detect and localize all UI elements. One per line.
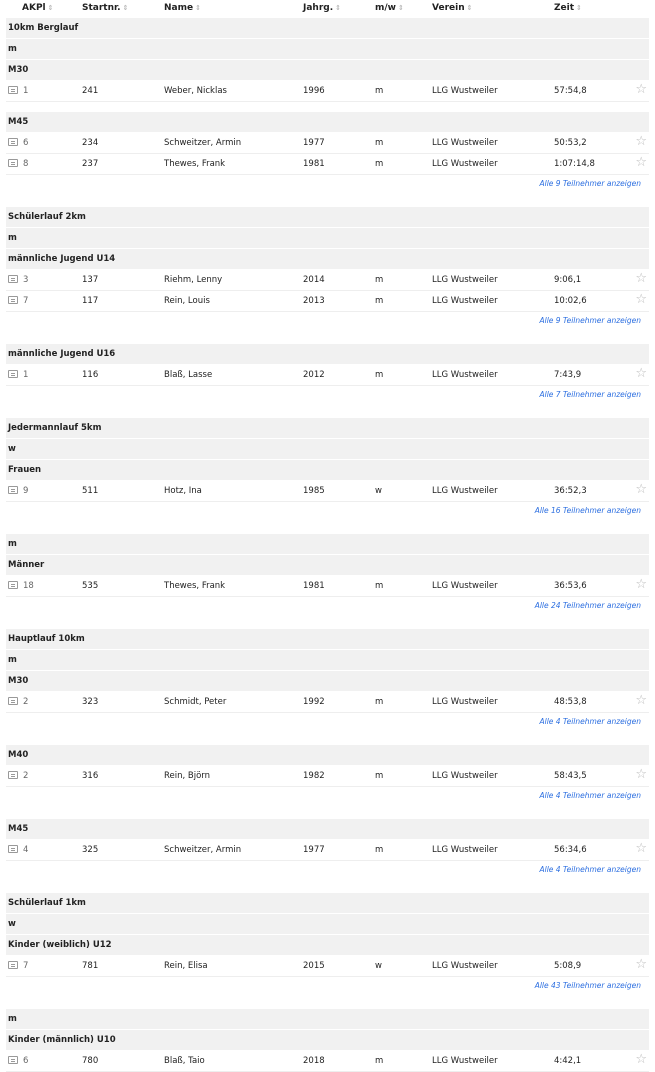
comment-icon[interactable]	[8, 1056, 18, 1064]
name-cell: Rein, Björn	[164, 771, 211, 781]
star-outline-icon[interactable]: ☆	[635, 693, 647, 708]
akpl-cell: 4	[8, 840, 28, 860]
akpl-cell: 18	[8, 576, 34, 596]
sort-arrows-icon: ⇕	[397, 4, 404, 12]
zeit-cell: 36:52,3	[554, 486, 587, 496]
star-outline-icon[interactable]: ☆	[635, 841, 647, 856]
verein-cell: LLG Wustweiler	[432, 845, 498, 855]
group-header: Schülerlauf 2km	[6, 207, 649, 228]
section-spacer	[6, 619, 649, 629]
zeit-cell: 57:54,8	[554, 86, 587, 96]
group-header: Kinder (weiblich) U12	[6, 935, 649, 956]
comment-icon[interactable]	[8, 961, 18, 969]
show-all-row	[6, 597, 649, 619]
sort-arrows-icon: ⇕	[576, 4, 582, 12]
startnr-cell: 781	[82, 961, 99, 971]
section-spacer	[6, 999, 649, 1009]
group-header: m	[6, 650, 649, 671]
table-row[interactable]	[6, 576, 649, 597]
startnr-cell: 511	[82, 486, 99, 496]
comment-icon[interactable]	[8, 370, 18, 378]
section-spacer	[6, 809, 649, 819]
column-zeit[interactable]: Zeit ⇕	[554, 3, 582, 13]
table-row[interactable]	[6, 1051, 649, 1072]
star-outline-icon[interactable]: ☆	[635, 134, 647, 149]
sort-arrows-icon: ⇕	[195, 4, 201, 12]
group-header: M45	[6, 112, 649, 133]
comment-icon[interactable]	[8, 275, 18, 283]
table-header	[6, 0, 649, 18]
group-header: männliche Jugend U16	[6, 344, 649, 365]
table-row[interactable]	[6, 270, 649, 291]
group-header: m	[6, 228, 649, 249]
jahrg-cell: 1977	[303, 845, 325, 855]
show-all-participants-link[interactable]: Alle 24 Teilnehmer anzeigen	[534, 601, 641, 610]
startnr-cell: 325	[82, 845, 99, 855]
column-mw[interactable]: m/w ⇕	[375, 3, 404, 13]
table-row[interactable]	[6, 766, 649, 787]
comment-icon[interactable]	[8, 159, 18, 167]
verein-cell: LLG Wustweiler	[432, 697, 498, 707]
akpl-cell: 1	[8, 81, 28, 101]
name-cell: Blaß, Taio	[164, 1056, 205, 1066]
sort-arrows-icon: ⇕	[47, 4, 54, 12]
verein-cell: LLG Wustweiler	[432, 486, 498, 496]
jahrg-cell: 1985	[303, 486, 325, 496]
mw-cell: m	[375, 275, 384, 285]
table-row[interactable]	[6, 840, 649, 861]
name-cell: Thewes, Frank	[164, 581, 226, 591]
table-row[interactable]	[6, 81, 649, 102]
mw-cell: m	[375, 138, 384, 148]
name-cell: Blaß, Lasse	[164, 370, 213, 380]
column-name[interactable]: Name ⇕	[164, 3, 201, 13]
show-all-participants-link[interactable]: Alle 9 Teilnehmer anzeigen	[539, 316, 641, 325]
startnr-cell: 234	[82, 138, 99, 148]
star-outline-icon[interactable]: ☆	[635, 155, 647, 170]
table-row[interactable]	[6, 481, 649, 502]
verein-cell: LLG Wustweiler	[432, 275, 498, 285]
akpl-cell: 6	[8, 1051, 28, 1071]
table-row[interactable]	[6, 154, 649, 175]
table-body	[6, 18, 649, 1072]
column-jahrg[interactable]: Jahrg. ⇕	[303, 3, 342, 13]
verein-cell: LLG Wustweiler	[432, 296, 498, 306]
table-row[interactable]	[6, 365, 649, 386]
show-all-row	[6, 713, 649, 735]
group-header: Kinder (männlich) U10	[6, 1030, 649, 1051]
jahrg-cell: 1992	[303, 697, 325, 707]
group-header: 10km Berglauf	[6, 18, 649, 39]
star-outline-icon[interactable]: ☆	[635, 767, 647, 782]
akpl-cell: 1	[8, 365, 28, 385]
akpl-cell: 2	[8, 766, 28, 786]
jahrg-cell: 1977	[303, 138, 325, 148]
group-header: Frauen	[6, 460, 649, 481]
zeit-cell: 9:06,1	[554, 275, 582, 285]
startnr-cell: 323	[82, 697, 99, 707]
verein-cell: LLG Wustweiler	[432, 771, 498, 781]
zeit-cell: 7:43,9	[554, 370, 582, 380]
group-header: M30	[6, 671, 649, 692]
jahrg-cell: 2013	[303, 296, 325, 306]
section-spacer	[6, 408, 649, 418]
comment-icon[interactable]	[8, 697, 18, 705]
zeit-cell: 56:34,6	[554, 845, 587, 855]
group-header: w	[6, 914, 649, 935]
table-row[interactable]	[6, 291, 649, 312]
startnr-cell: 780	[82, 1056, 99, 1066]
show-all-row	[6, 977, 649, 999]
section-spacer	[6, 883, 649, 893]
akpl-cell: 6	[8, 133, 28, 153]
star-outline-icon[interactable]: ☆	[635, 292, 647, 307]
akpl-cell: 2	[8, 692, 28, 712]
jahrg-cell: 2018	[303, 1056, 325, 1066]
comment-icon[interactable]	[8, 486, 18, 494]
name-cell: Schweitzer, Armin	[164, 845, 242, 855]
verein-cell: LLG Wustweiler	[432, 138, 498, 148]
mw-cell: m	[375, 1056, 384, 1066]
mw-cell: m	[375, 159, 384, 169]
akpl-cell: 7	[8, 291, 28, 311]
column-startnr[interactable]: Startnr. ⇕	[82, 3, 129, 13]
startnr-cell: 137	[82, 275, 99, 285]
show-all-participants-link[interactable]: Alle 9 Teilnehmer anzeigen	[539, 179, 641, 188]
zeit-cell: 4:42,1	[554, 1056, 582, 1066]
comment-icon[interactable]	[8, 296, 18, 304]
akpl-cell: 9	[8, 481, 28, 501]
group-header: Hauptlauf 10km	[6, 629, 649, 650]
star-outline-icon[interactable]: ☆	[635, 366, 647, 381]
zeit-cell: 5:08,9	[554, 961, 582, 971]
mw-cell: m	[375, 845, 384, 855]
star-outline-icon[interactable]: ☆	[635, 957, 647, 972]
group-header: Jedermannlauf 5km	[6, 418, 649, 439]
jahrg-cell: 2015	[303, 961, 325, 971]
zeit-cell: 58:43,5	[554, 771, 587, 781]
show-all-participants-link[interactable]: Alle 16 Teilnehmer anzeigen	[534, 506, 641, 515]
mw-cell: m	[375, 296, 384, 306]
table-row[interactable]	[6, 692, 649, 713]
group-header: männliche Jugend U14	[6, 249, 649, 270]
show-all-row	[6, 386, 649, 408]
show-all-row	[6, 502, 649, 524]
mw-cell: m	[375, 86, 384, 96]
mw-cell: m	[375, 370, 384, 380]
section-spacer	[6, 524, 649, 534]
verein-cell: LLG Wustweiler	[432, 1056, 498, 1066]
comment-icon[interactable]	[8, 581, 18, 589]
sort-arrows-icon: ⇕	[335, 4, 342, 12]
sort-arrows-icon: ⇕	[466, 4, 473, 12]
mw-cell: m	[375, 697, 384, 707]
zeit-cell: 48:53,8	[554, 697, 587, 707]
verein-cell: LLG Wustweiler	[432, 961, 498, 971]
mw-cell: m	[375, 771, 384, 781]
startnr-cell: 237	[82, 159, 99, 169]
group-header: M30	[6, 60, 649, 81]
section-spacer	[6, 735, 649, 745]
section-spacer	[6, 102, 649, 112]
name-cell: Hotz, Ina	[164, 486, 202, 496]
akpl-cell: 3	[8, 270, 28, 290]
group-header: M40	[6, 745, 649, 766]
group-header: m	[6, 39, 649, 60]
sort-arrows-icon: ⇕	[122, 4, 129, 12]
comment-icon[interactable]	[8, 86, 18, 94]
show-all-participants-link[interactable]: Alle 4 Teilnehmer anzeigen	[539, 791, 641, 800]
zeit-cell: 36:53,6	[554, 581, 587, 591]
jahrg-cell: 1982	[303, 771, 325, 781]
startnr-cell: 535	[82, 581, 99, 591]
column-verein[interactable]: Verein ⇕	[432, 3, 473, 13]
group-header: M45	[6, 819, 649, 840]
show-all-row	[6, 861, 649, 883]
jahrg-cell: 1996	[303, 86, 325, 96]
group-header: m	[6, 1009, 649, 1030]
star-outline-icon[interactable]: ☆	[635, 82, 647, 97]
group-header: w	[6, 439, 649, 460]
mw-cell: w	[375, 961, 382, 971]
jahrg-cell: 2014	[303, 275, 325, 285]
table-row[interactable]	[6, 133, 649, 154]
mw-cell: w	[375, 486, 382, 496]
group-header: m	[6, 534, 649, 555]
star-outline-icon[interactable]: ☆	[635, 482, 647, 497]
show-all-row	[6, 787, 649, 809]
comment-icon[interactable]	[8, 138, 18, 146]
show-all-row	[6, 175, 649, 197]
show-all-participants-link[interactable]: Alle 4 Teilnehmer anzeigen	[539, 865, 641, 874]
verein-cell: LLG Wustweiler	[432, 370, 498, 380]
name-cell: Weber, Nicklas	[164, 86, 227, 96]
comment-icon[interactable]	[8, 771, 18, 779]
comment-icon[interactable]	[8, 845, 18, 853]
jahrg-cell: 1981	[303, 159, 325, 169]
name-cell: Schmidt, Peter	[164, 697, 227, 707]
section-spacer	[6, 334, 649, 344]
show-all-row	[6, 312, 649, 334]
startnr-cell: 117	[82, 296, 99, 306]
verein-cell: LLG Wustweiler	[432, 581, 498, 591]
startnr-cell: 316	[82, 771, 99, 781]
zeit-cell: 1:07:14,8	[554, 159, 595, 169]
column-akpl[interactable]: AKPl ⇕	[22, 3, 54, 13]
verein-cell: LLG Wustweiler	[432, 86, 498, 96]
show-all-participants-link[interactable]: Alle 4 Teilnehmer anzeigen	[539, 717, 641, 726]
jahrg-cell: 2012	[303, 370, 325, 380]
name-cell: Thewes, Frank	[164, 159, 226, 169]
show-all-participants-link[interactable]: Alle 7 Teilnehmer anzeigen	[539, 390, 641, 399]
startnr-cell: 116	[82, 370, 99, 380]
group-header: Schülerlauf 1km	[6, 893, 649, 914]
zeit-cell: 50:53,2	[554, 138, 587, 148]
star-outline-icon[interactable]: ☆	[635, 271, 647, 286]
group-header: Männer	[6, 555, 649, 576]
akpl-cell: 8	[8, 154, 28, 174]
jahrg-cell: 1981	[303, 581, 325, 591]
name-cell: Rein, Louis	[164, 296, 210, 306]
show-all-participants-link[interactable]: Alle 43 Teilnehmer anzeigen	[534, 981, 641, 990]
star-outline-icon[interactable]: ☆	[635, 577, 647, 592]
mw-cell: m	[375, 581, 384, 591]
zeit-cell: 10:02,6	[554, 296, 587, 306]
section-spacer	[6, 197, 649, 207]
name-cell: Schweitzer, Armin	[164, 138, 242, 148]
table-row[interactable]	[6, 956, 649, 977]
verein-cell: LLG Wustweiler	[432, 159, 498, 169]
name-cell: Riehm, Lenny	[164, 275, 223, 285]
akpl-cell: 7	[8, 956, 28, 976]
name-cell: Rein, Elisa	[164, 961, 208, 971]
startnr-cell: 241	[82, 86, 99, 96]
star-outline-icon[interactable]: ☆	[635, 1052, 647, 1067]
